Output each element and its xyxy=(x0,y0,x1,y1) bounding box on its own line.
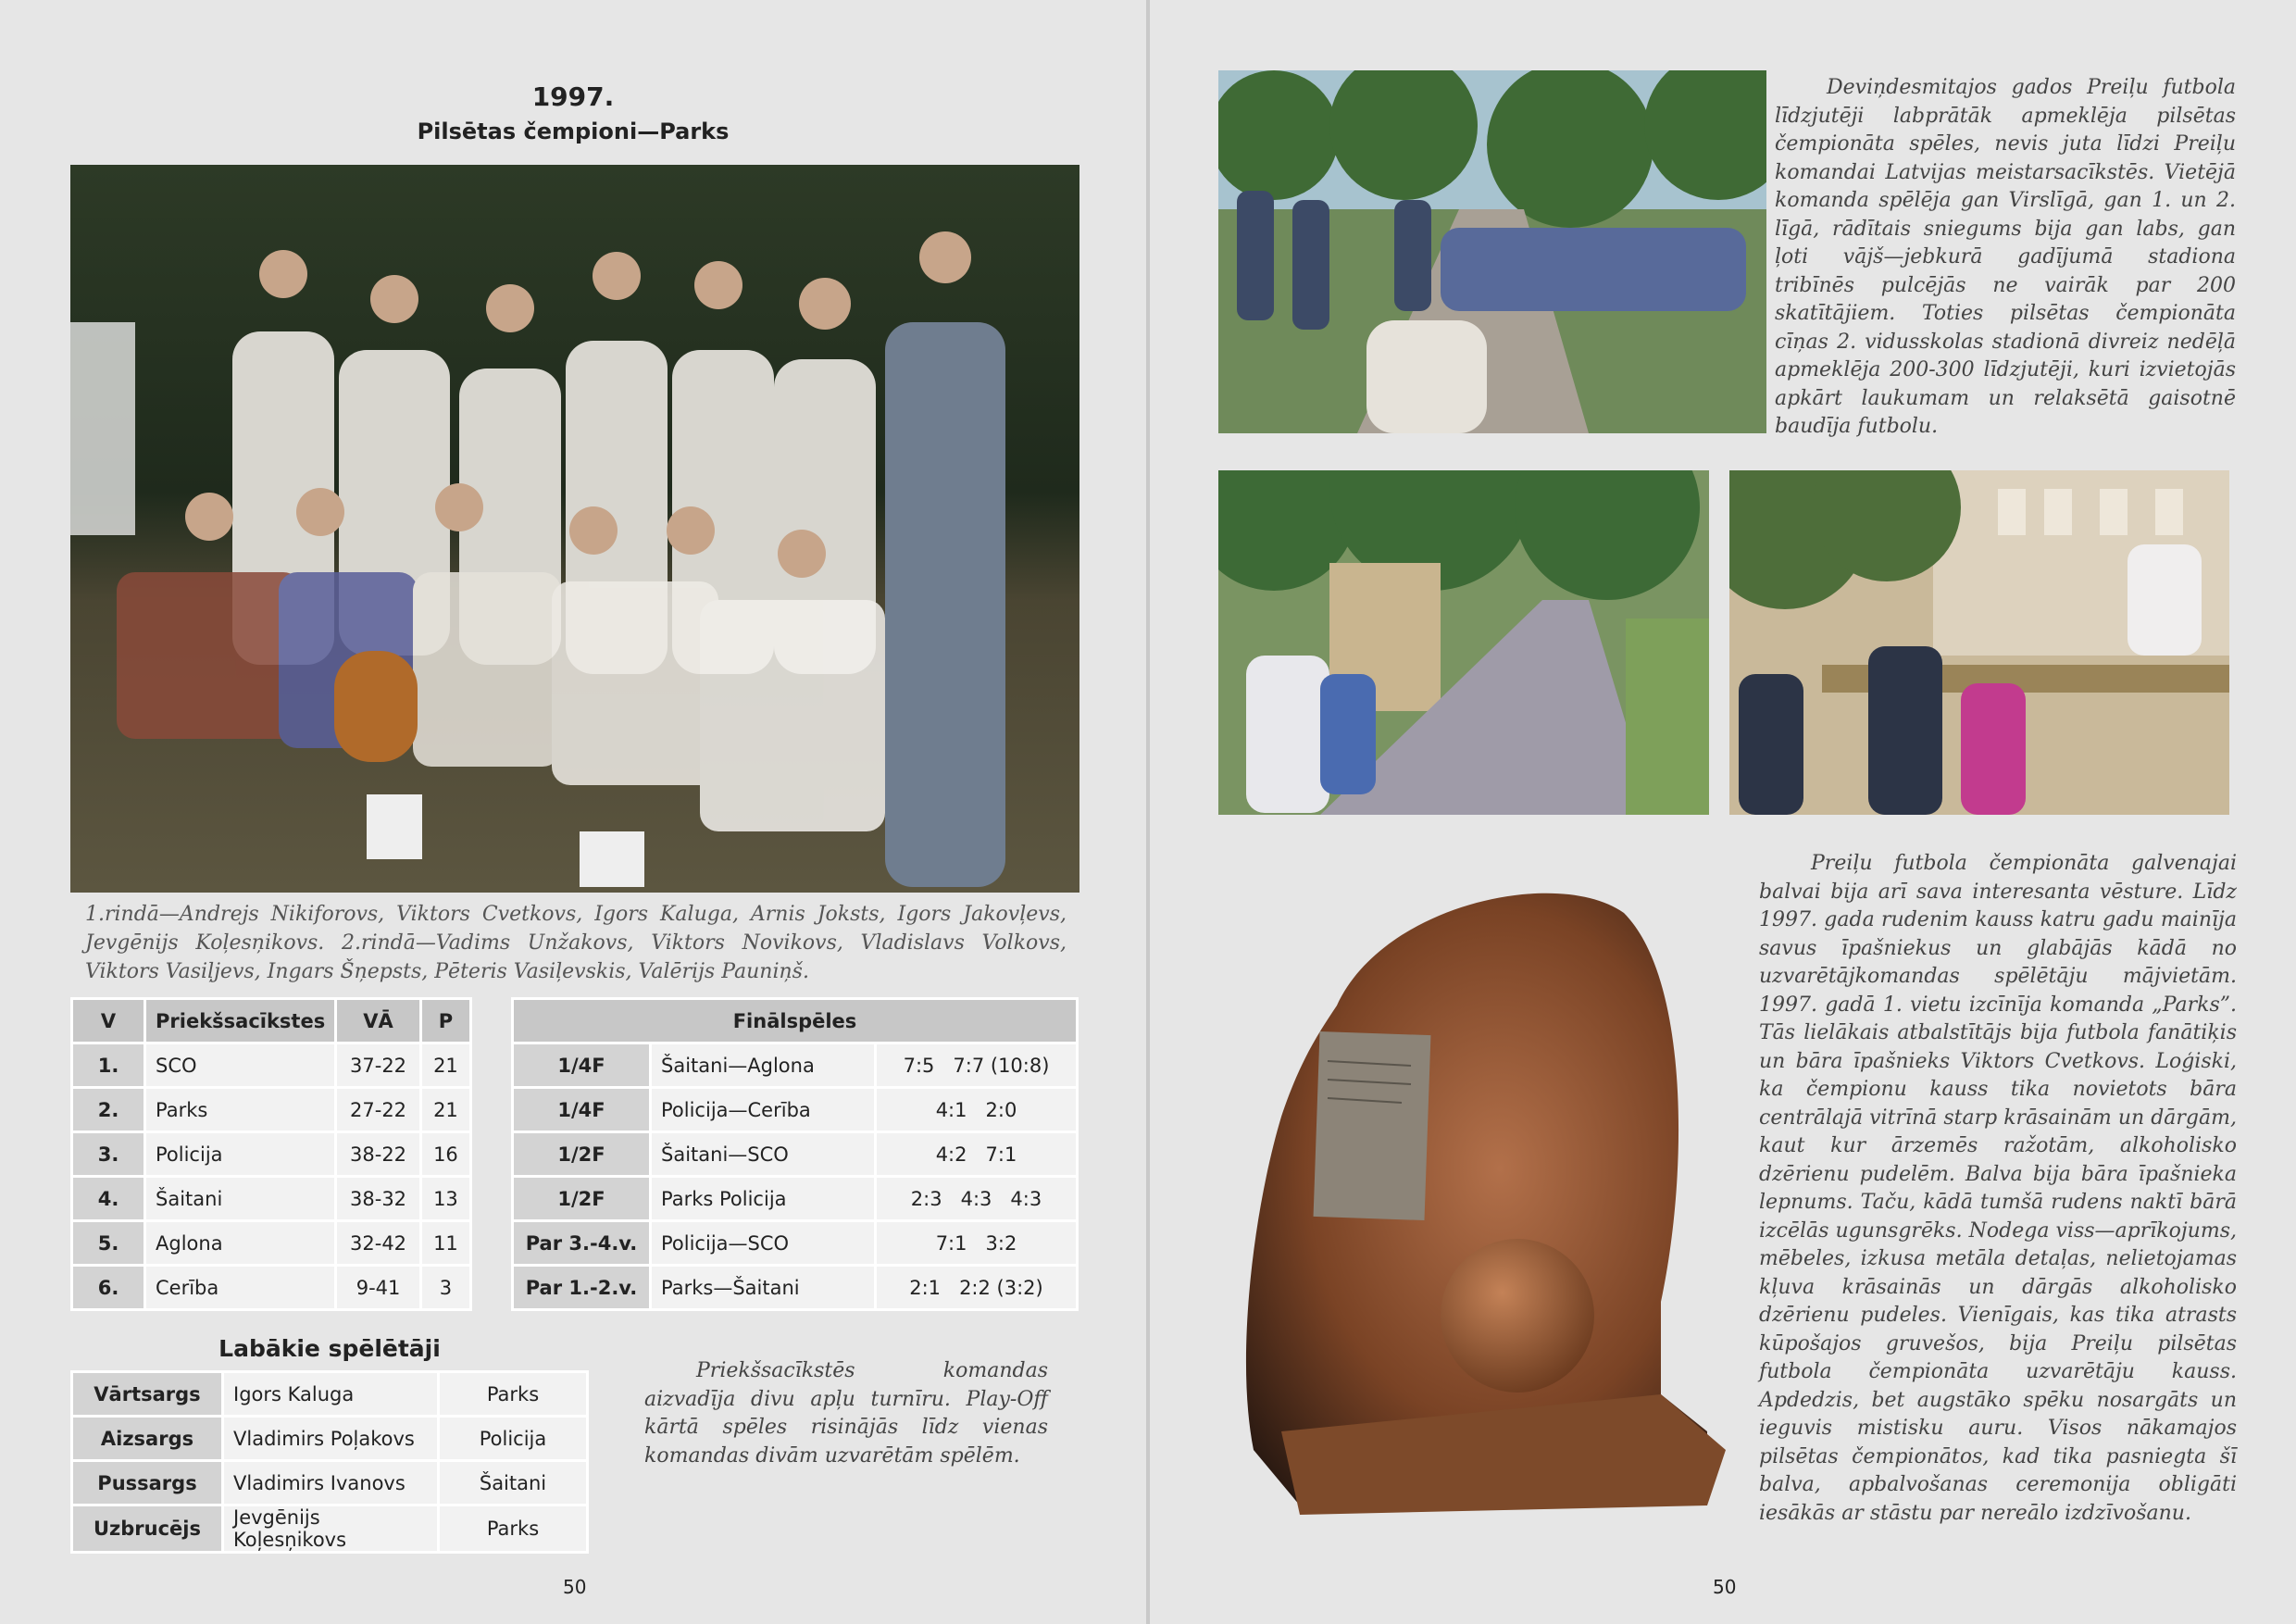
table-row xyxy=(73,1267,469,1308)
goals-cell: 37-22 xyxy=(337,1044,419,1086)
trophy-image xyxy=(1226,876,1746,1543)
player-cell: Vladimirs Poļakovs xyxy=(224,1418,437,1459)
table-row xyxy=(73,1222,469,1264)
place-cell: 2. xyxy=(73,1089,144,1131)
stage-cell: Par 1.-2.v. xyxy=(514,1267,649,1308)
player-team-cell: Policija xyxy=(440,1418,586,1459)
match-cell: Parks—Šaitani xyxy=(652,1267,874,1308)
table-row xyxy=(73,1133,469,1175)
table-row xyxy=(73,1178,469,1219)
goals-cell: 32-42 xyxy=(337,1222,419,1264)
score-cell: 4:2 7:1 xyxy=(877,1133,1076,1175)
table-row xyxy=(514,1222,1076,1264)
score-cell: 7:1 3:2 xyxy=(877,1222,1076,1264)
goals-cell: 9-41 xyxy=(337,1267,419,1308)
stadium-spectators-photo xyxy=(1218,70,1766,433)
score-cell: 4:1 2:0 xyxy=(877,1089,1076,1131)
page-year-title: 1997. xyxy=(531,81,615,112)
player-team-cell: Šaitani xyxy=(440,1462,586,1504)
team-cell: Policija xyxy=(146,1133,334,1175)
table-row xyxy=(73,1462,586,1504)
table-row xyxy=(514,1133,1076,1175)
team-cell: SCO xyxy=(146,1044,334,1086)
team-photo xyxy=(70,165,1079,893)
team-cell: Parks xyxy=(146,1089,334,1131)
role-cell: Vārtsargs xyxy=(73,1373,221,1415)
match-cell: Policija—Cerība xyxy=(652,1089,874,1131)
goals-cell: 38-32 xyxy=(337,1178,419,1219)
score-cell: 2:3 4:3 4:3 xyxy=(877,1178,1076,1219)
col-header-goals: VĀ xyxy=(337,1000,419,1042)
table-row xyxy=(73,1044,469,1086)
finals-header-row xyxy=(514,1000,1076,1042)
team-cell: Cerība xyxy=(146,1267,334,1308)
bench-spectators-photo xyxy=(1729,470,2229,815)
score-cell: 7:5 7:7 (10:8) xyxy=(877,1044,1076,1086)
table-row xyxy=(514,1178,1076,1219)
photo-caption: 1.rindā—Andrejs Nikiforovs, Viktors Cvetkovs, Igors Kaluga, Arnis Joksts, Igors Jakovļevs, Jevgēnijs Koļesņikovs. 2.rindā—Vadims Unžakovs, Viktors Novikovs, Vladislavs Volkovs, Viktors Vasiļjevs, Ingars Šņepsts, Pēteris Vasiļevskis, Valērijs Pauniņš. xyxy=(85,903,1067,983)
finals-header: Finālspēles xyxy=(514,1000,1076,1042)
col-header-place: V xyxy=(73,1000,144,1042)
page-number: 50 xyxy=(563,1576,587,1598)
left-page xyxy=(0,0,1146,1624)
table-row xyxy=(73,1089,469,1131)
stadium-photo-image xyxy=(1218,70,1766,433)
points-cell: 16 xyxy=(422,1133,469,1175)
right-page xyxy=(1150,0,2296,1624)
goals-cell: 38-22 xyxy=(337,1133,419,1175)
table-row xyxy=(73,1373,586,1415)
role-cell: Uzbrucējs xyxy=(73,1506,221,1551)
player-team-cell: Parks xyxy=(440,1373,586,1415)
table-row xyxy=(73,1418,586,1459)
goals-cell: 27-22 xyxy=(337,1089,419,1131)
player-cell: Jevgēnijs Koļesņikovs xyxy=(224,1506,437,1551)
player-cell: Vladimirs Ivanovs xyxy=(224,1462,437,1504)
standings-header-row xyxy=(73,1000,469,1042)
match-cell: Parks Policija xyxy=(652,1178,874,1219)
role-cell: Pussargs xyxy=(73,1462,221,1504)
alley-photo-image xyxy=(1218,470,1709,815)
points-cell: 21 xyxy=(422,1089,469,1131)
stage-cell: 1/4F xyxy=(514,1089,649,1131)
table-row xyxy=(514,1089,1076,1131)
table-row xyxy=(514,1267,1076,1308)
place-cell: 3. xyxy=(73,1133,144,1175)
bench-photo-image xyxy=(1729,470,2229,815)
alley-photo xyxy=(1218,470,1709,815)
place-cell: 5. xyxy=(73,1222,144,1264)
page-subtitle: Pilsētas čempioni—Parks xyxy=(417,119,730,144)
table-row xyxy=(514,1044,1076,1086)
place-cell: 1. xyxy=(73,1044,144,1086)
match-cell: Šaitani—SCO xyxy=(652,1133,874,1175)
champions-trophy-photo xyxy=(1226,876,1746,1543)
place-cell: 4. xyxy=(73,1178,144,1219)
team-cell: Šaitani xyxy=(146,1178,334,1219)
standings-table xyxy=(70,997,472,1311)
match-cell: Šaitani—Aglona xyxy=(652,1044,874,1086)
col-header-team: Priekšsacīkstes xyxy=(146,1000,334,1042)
col-header-points: P xyxy=(422,1000,469,1042)
best-players-heading: Labākie spēlētāji xyxy=(218,1335,441,1362)
spectators-paragraph: Deviņdesmitajos gados Preiļu futbola līdzjutēji labprātāk apmeklēja pilsētas čempionāta spēles, nevis juta līdzi Preiļu komandai Latvijas meistarsacīkstēs. Vietējā komanda spēlēja gan Virslīgā, gan 1. un 2. līgā, rādītais sniegums bija gan labs, gan ļoti vājš—jebkurā gadījumā stadiona tribīnēs pulcējās ne vairāk par 200 skatītājiem. Toties pilsētas čempionāta cīņas 2. vidusskolas stadionā divreiz nedēļā apmeklēja 200-300 līdzjutēji, kuri izvietojās apkārt laukumam un relaksētā gaisotnē baudīja futbolu. xyxy=(1775,76,2236,438)
table-row xyxy=(73,1506,586,1551)
points-cell: 11 xyxy=(422,1222,469,1264)
points-cell: 21 xyxy=(422,1044,469,1086)
tournament-note: Priekšsacīkstēs komandas aizvadīja divu apļu turnīru. Play-Off kārtā spēles risinājās līdz vienas komandas divām uzvarētām spēlēm. xyxy=(644,1359,1048,1468)
stage-cell: 1/2F xyxy=(514,1178,649,1219)
stage-cell: 1/4F xyxy=(514,1044,649,1086)
player-cell: Igors Kaluga xyxy=(224,1373,437,1415)
place-cell: 6. xyxy=(73,1267,144,1308)
stage-cell: 1/2F xyxy=(514,1133,649,1175)
role-cell: Aizsargs xyxy=(73,1418,221,1459)
match-cell: Policija—SCO xyxy=(652,1222,874,1264)
team-cell: Aglona xyxy=(146,1222,334,1264)
page-number: 50 xyxy=(1713,1576,1737,1598)
trophy-history-paragraph: Preiļu futbola čempionāta galvenajai balvai bija arī sava interesanta vēsture. Līdz 1997. gada rudenim kauss katru gadu mainīja savus īpašniekus un glabājās kādā no uzvarētājkomandas spēlētāju mājvietām. 1997. gadā 1. vietu izcīnīja komanda „Parks”. Tās lielākais atbalstītājs bija futbola fanātiķis un bāra īpašnieks Viktors Cvetkovs. Loģiski, ka čempionu kauss tika novietots bāra centrālajā vitrīnā starp krāsainām un dārgām, kaut kur ārzemēs ražotām, alkoholisko dzērienu pudelēm. Balva bija bāra īpašnieka lepnums. Taču, kādā tumšā rudens naktī bārā izcēlās ugunsgrēks. Nodega viss—aprīkojums, mēbeles, izkusa metāla detaļas, nelietojamas kļuva krāsainās un dārgās alkoholisko dzērienu pudeles. Vienīgais, kas tika atrasts kūpošajos gruvešos, bija Preiļu pilsētas futbola čempionāta uzvarētāju kauss. Apdedzis, bet augstāko spēku nosargāts un ieguvis mistisku auru. Visos nākamajos pilsētas čempionātos, kad tika pasniegta šī balva, apbalvošanas ceremonija obligāti iesākās ar stāstu par nereālo izdzīvošanu. xyxy=(1759,852,2237,1525)
score-cell: 2:1 2:2 (3:2) xyxy=(877,1267,1076,1308)
stage-cell: Par 3.-4.v. xyxy=(514,1222,649,1264)
team-photo-image xyxy=(70,165,1079,893)
points-cell: 13 xyxy=(422,1178,469,1219)
best-players-table xyxy=(70,1370,589,1554)
points-cell: 3 xyxy=(422,1267,469,1308)
finals-table xyxy=(511,997,1079,1311)
player-team-cell: Parks xyxy=(440,1506,586,1551)
